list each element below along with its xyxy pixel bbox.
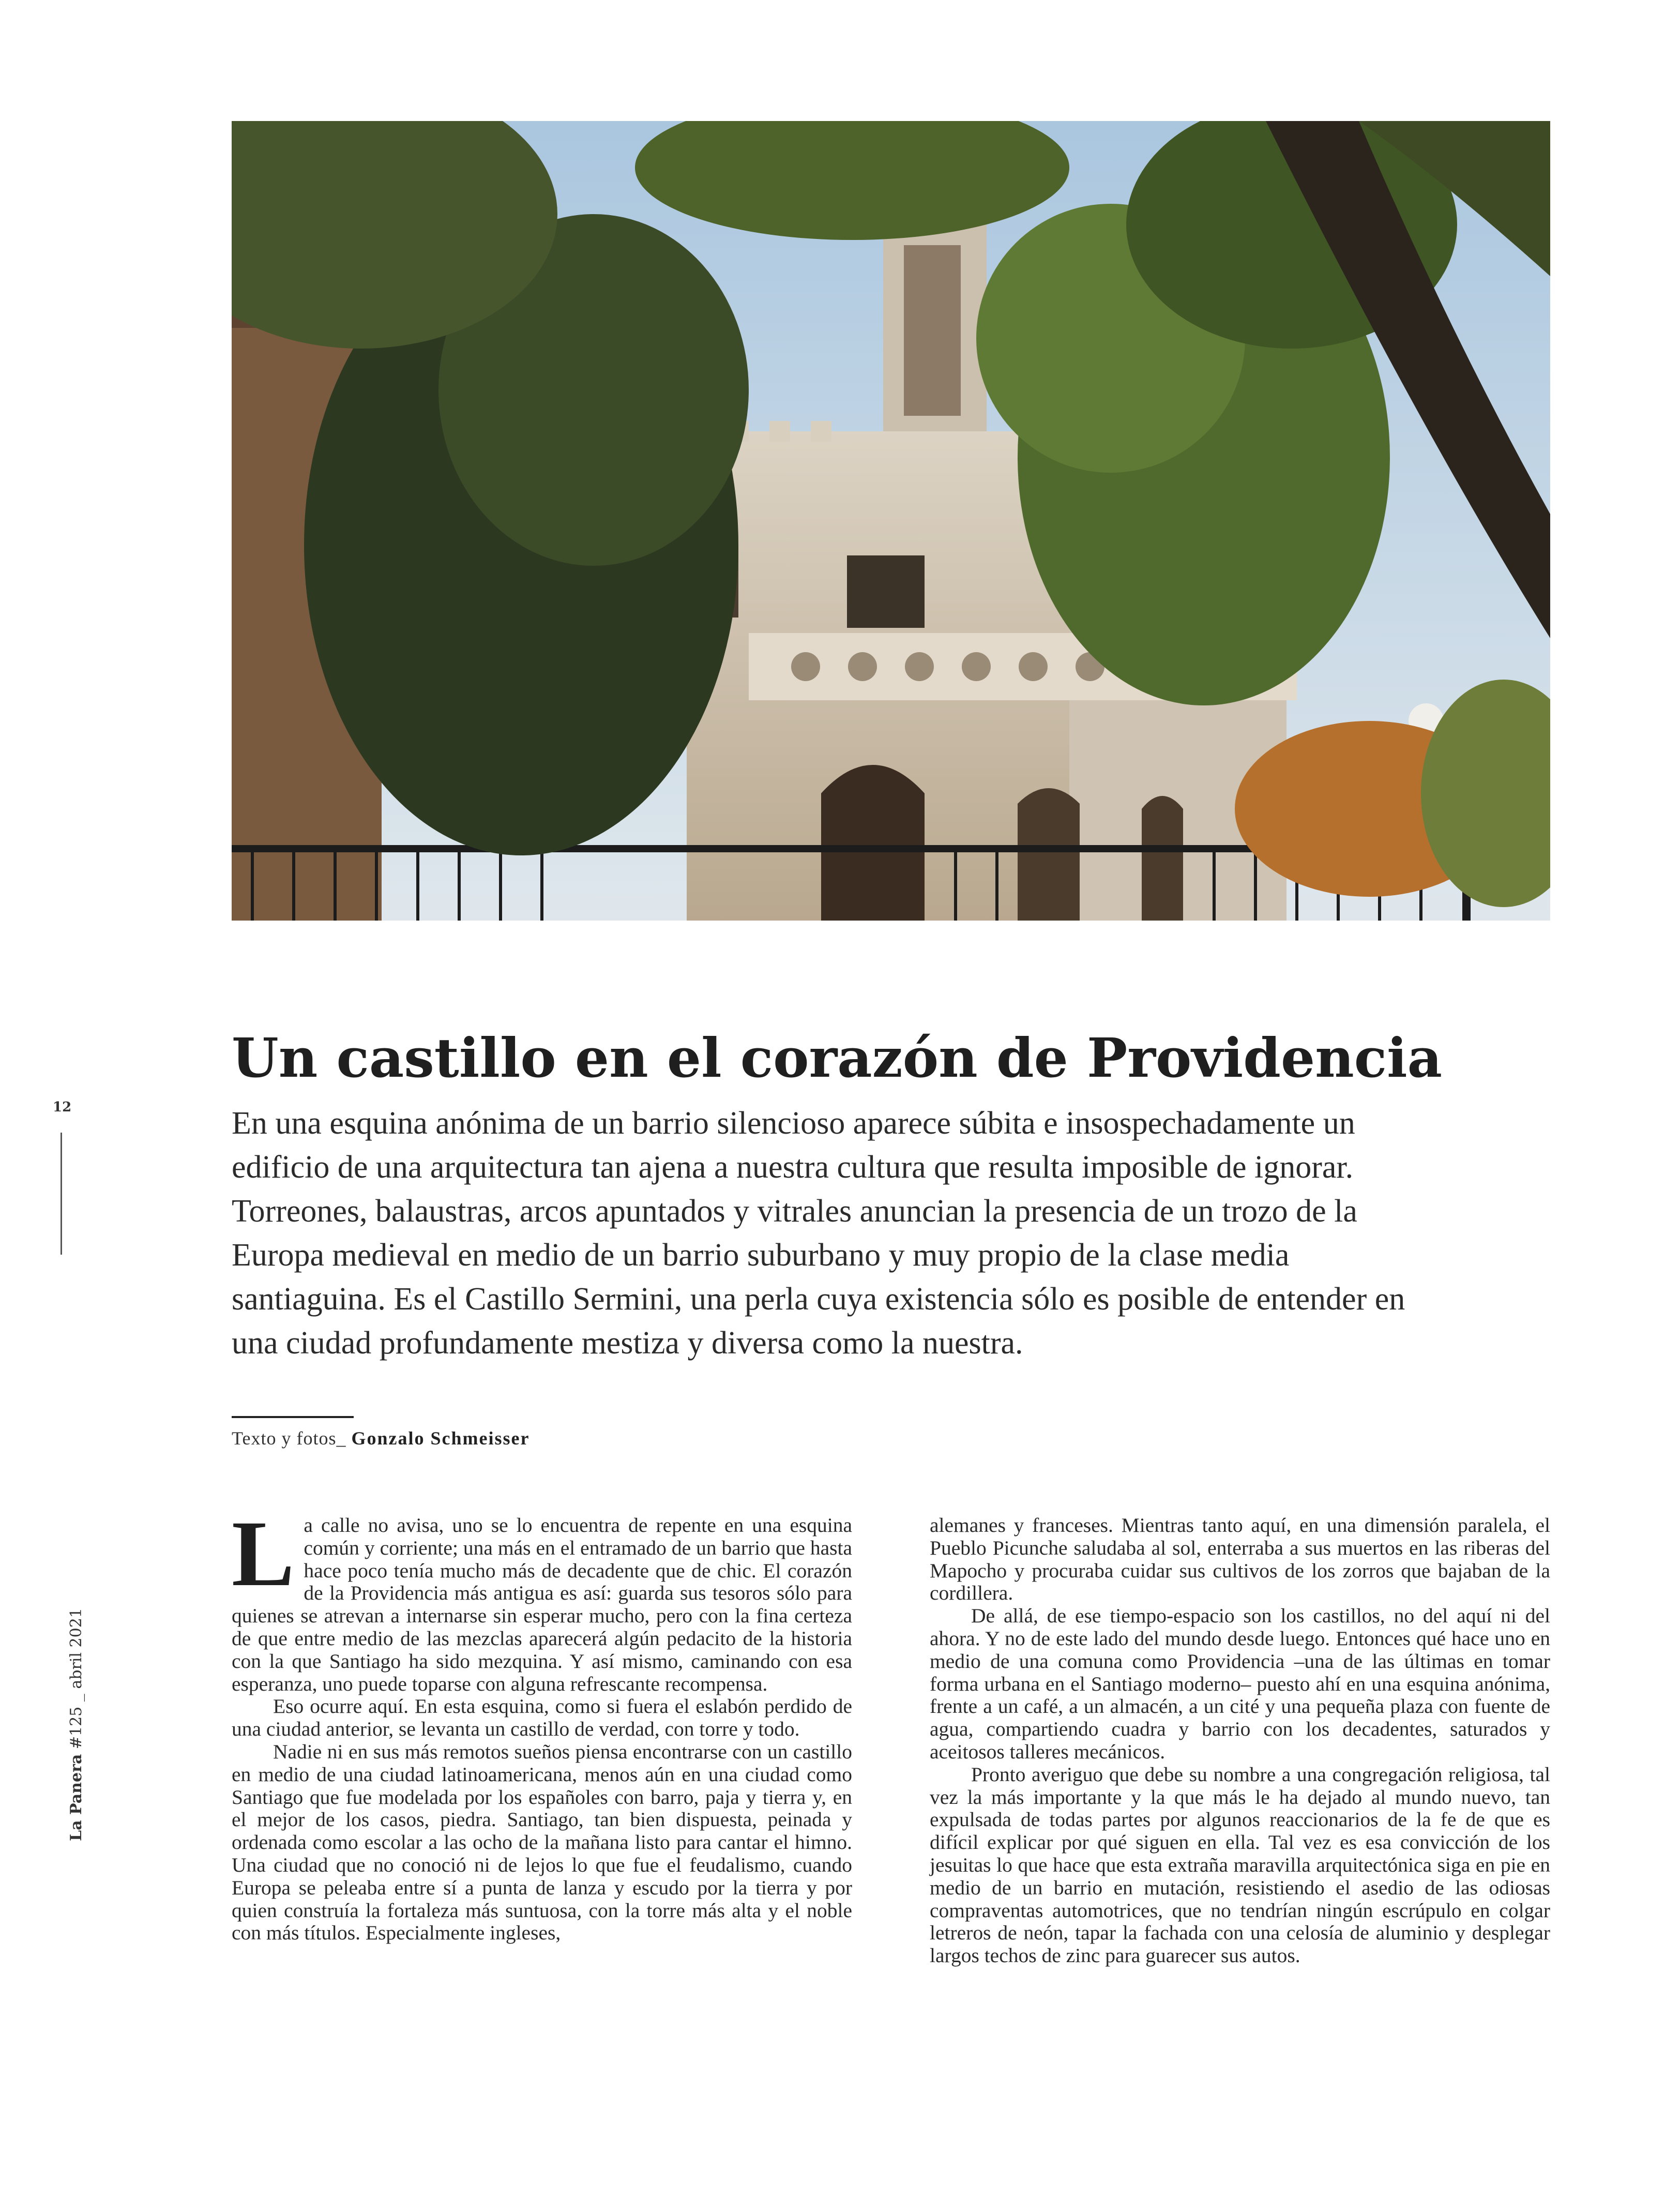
article-lead: En una esquina anónima de un barrio silencioso aparece súbita e insospechadamente un edificio de una arquitectura tan ajena a nuestra cultura que resulta imposible de ignorar. Torreones, balaustras, arcos apuntados y vitrales anuncian la presencia de un trozo de la Europa medieval en medio de un barrio suburbano y muy propio de la clase media santiaguina. Es el Castillo Sermini, una perla cuya existencia sólo es posible de entender en una ciudad profundamente mestiza y diversa como la nuestra. — [232, 1106, 1405, 1361]
magazine-name: La Panera — [67, 1754, 85, 1841]
body-paragraph — [232, 1502, 852, 1695]
body-paragraph: Nadie ni en sus más remotos sueños piensa encontrarse con un castillo en medio de una ciudad latinoamericana, menos aún en una ciudad como Santiago que fue modelada por los españoles con barro, paja y tierra y, en el mejor de los casos, piedra. Santiago, tan bien dispuesta, peinada y ordenada como escolar a las ocho de la mañana listo para cantar el himno. Una ciudad que no conoció ni de lejos lo que fue el feudalismo, cuando Europa se peleaba entre sí a punta de lanza y escudo por la tierra y por quien construía la fortaleza más suntuosa, con la torre más alta y el noble con más títulos. Especialmente ingleses, — [232, 1740, 852, 1945]
body-paragraph-text: a calle no avisa, uno se lo encuentra de repente en una esquina común y corriente; una más en el entramado de un barrio que hasta hace poco tenía mucho más de decadente que de chic. El corazón de la Providencia más antigua es así: guarda sus tesoros sólo para quienes se atrevan a internarse sin esperar mucho, pero con la fina certeza de que entre medio de las mezclas aparecerá algún pedacito de la historia con la que Santiago ha sido mezquina. Y así mismo, caminando con esa esperanza, uno puede toparse con alguna refrescante recompensa. — [232, 1514, 852, 1695]
body-paragraph: alemanes y franceses. Mientras tanto aquí, en una dimensión paralela, el Pueblo Picunche saludaba al sol, enterraba a sus muertos en las riberas del Mapocho y procuraba cuidar sus cultivos de los zorros que bajaban de la cordillera. — [930, 1514, 1550, 1605]
drop-cap: L — [232, 1502, 295, 1606]
castle-photograph — [232, 121, 1550, 921]
byline-rule — [232, 1416, 354, 1418]
magazine-footer — [67, 1608, 98, 1841]
page-number-rule — [60, 1133, 62, 1255]
body-paragraph: Eso ocurre aquí. En esta esquina, como si fuera el eslabón perdido de una ciudad anterior, se levanta un castillo de verdad, con torre y todo. — [232, 1695, 852, 1741]
body-paragraph: De allá, de ese tiempo-espacio son los castillos, no del aquí ni del ahora. Y no de este lado del mundo desde luego. Entonces qué hace uno en medio de una comuna como Providencia –una de las últimas en tomar forma urbana en el Santiago moderno– puesto ahí en una esquina anónima, frente a un café, a un almacén, a un cité y una pequeña plaza con fuente de agua, compartiendo cuadra y barrio con los decadentes, saturados y aceitosos talleres mecánicos. — [930, 1604, 1550, 1763]
body-column-right — [930, 1514, 1550, 1967]
page-number: 12 — [53, 1100, 72, 1115]
article-title: Un castillo en el corazón de Providencia — [232, 1026, 1443, 1090]
footer-separator: _ — [67, 1694, 85, 1702]
body-paragraph: Pronto averiguo que debe su nombre a una congregación religiosa, tal vez la más importante y la que más le ha dejado al mundo nuevo, tan expulsada de todas partes por algunos reaccionarios de la fe de que es difícil explicar por qué siguen en ella. Tal vez es esa convicción de los jesuitas lo que hace que esta extraña maravilla arquitectónica siga en pie en medio de un barrio en mutación, resistiendo el asedio de las odiosas compraventas automotrices, que no tendrían ningún escrúpulo en colgar letreros de neón, tapar la fachada con una celosía de aluminio y desplegar largos techos de zinc para guarecer sus autos. — [930, 1763, 1550, 1967]
byline-author: Gonzalo Schmeisser — [351, 1428, 530, 1449]
byline-label: Texto y fotos_ — [232, 1428, 346, 1449]
body-column-left — [232, 1502, 852, 1945]
issue-number: #125 — [67, 1706, 85, 1750]
byline — [232, 1427, 529, 1449]
hero-photo — [232, 121, 1550, 921]
issue-date: abril 2021 — [67, 1608, 85, 1689]
